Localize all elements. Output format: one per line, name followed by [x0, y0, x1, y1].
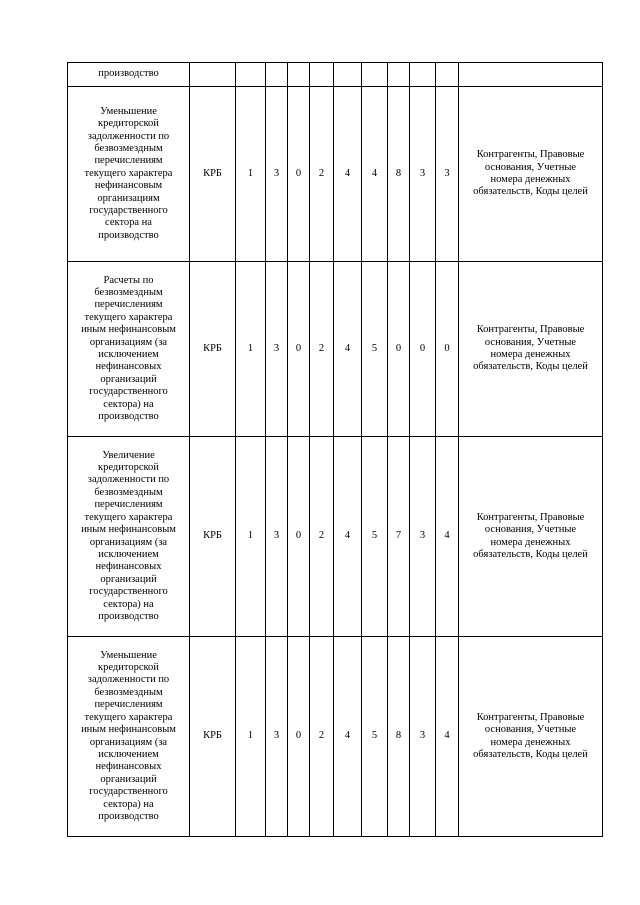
account-digit-cell — [334, 63, 362, 87]
account-digit-cell: 0 — [436, 262, 459, 437]
analytic-code-cell: КРБ — [190, 637, 236, 837]
account-digit-cell: 2 — [310, 262, 334, 437]
account-name-cell: производство — [68, 63, 190, 87]
account-digit-cell: 2 — [310, 637, 334, 837]
account-digit-cell: 4 — [334, 437, 362, 637]
account-digit-cell: 3 — [266, 637, 288, 837]
table-row — [68, 437, 603, 637]
account-digit-cell: 1 — [236, 87, 266, 262]
account-digit-cell: 8 — [388, 637, 410, 837]
analytics-attributes-cell: Контрагенты, Правовые основания, Учетные номера денежных обязательств, Коды целей — [459, 437, 603, 637]
account-digit-cell: 0 — [388, 262, 410, 437]
analytic-code-cell — [190, 63, 236, 87]
analytics-attributes-cell: Контрагенты, Правовые основания, Учетные номера денежных обязательств, Коды целей — [459, 87, 603, 262]
account-digit-cell — [388, 63, 410, 87]
account-digit-cell — [410, 63, 436, 87]
account-digit-cell: 4 — [436, 437, 459, 637]
account-digit-cell: 3 — [266, 437, 288, 637]
account-digit-cell: 4 — [334, 637, 362, 837]
account-digit-cell: 7 — [388, 437, 410, 637]
accounts-table — [67, 62, 603, 837]
analytic-code-cell: КРБ — [190, 87, 236, 262]
account-digit-cell — [436, 63, 459, 87]
table-row — [68, 637, 603, 837]
account-digit-cell: 2 — [310, 437, 334, 637]
account-digit-cell: 3 — [410, 637, 436, 837]
table-row — [68, 63, 603, 87]
account-digit-cell: 4 — [436, 637, 459, 837]
account-digit-cell: 3 — [410, 437, 436, 637]
account-digit-cell: 5 — [362, 262, 388, 437]
account-digit-cell: 5 — [362, 437, 388, 637]
table-row — [68, 262, 603, 437]
account-digit-cell: 2 — [310, 87, 334, 262]
account-digit-cell: 0 — [288, 262, 310, 437]
account-digit-cell: 4 — [334, 87, 362, 262]
account-name-cell: Уменьшение кредиторской задолженности по безвозмездным перечислениям текущего характера иным нефинансовым организациям (за исключением нефинансовых организаций государственного сектора) на производство — [68, 637, 190, 837]
account-digit-cell: 0 — [410, 262, 436, 437]
account-digit-cell: 3 — [410, 87, 436, 262]
account-digit-cell: 1 — [236, 262, 266, 437]
account-digit-cell: 0 — [288, 637, 310, 837]
table-row — [68, 87, 603, 262]
account-digit-cell: 4 — [334, 262, 362, 437]
account-digit-cell: 4 — [362, 87, 388, 262]
account-name-cell: Уменьшение кредиторской задолженности по безвозмездным перечислениям текущего характера нефинансовым организациям государственного сектора на производство — [68, 87, 190, 262]
analytic-code-cell: КРБ — [190, 437, 236, 637]
analytics-attributes-cell: Контрагенты, Правовые основания, Учетные номера денежных обязательств, Коды целей — [459, 637, 603, 837]
account-digit-cell: 8 — [388, 87, 410, 262]
account-digit-cell — [236, 63, 266, 87]
account-digit-cell — [310, 63, 334, 87]
account-name-cell: Увеличение кредиторской задолженности по безвозмездным перечислениям текущего характера иным нефинансовым организациям (за исключением нефинансовых организаций государственного сектора) на производство — [68, 437, 190, 637]
account-digit-cell: 1 — [236, 437, 266, 637]
account-digit-cell: 0 — [288, 437, 310, 637]
account-digit-cell: 3 — [436, 87, 459, 262]
account-digit-cell: 1 — [236, 637, 266, 837]
account-digit-cell: 5 — [362, 637, 388, 837]
account-digit-cell — [288, 63, 310, 87]
account-digit-cell — [362, 63, 388, 87]
account-digit-cell: 3 — [266, 262, 288, 437]
account-digit-cell — [266, 63, 288, 87]
analytic-code-cell: КРБ — [190, 262, 236, 437]
analytics-attributes-cell — [459, 63, 603, 87]
account-digit-cell: 3 — [266, 87, 288, 262]
analytics-attributes-cell: Контрагенты, Правовые основания, Учетные номера денежных обязательств, Коды целей — [459, 262, 603, 437]
account-digit-cell: 0 — [288, 87, 310, 262]
account-name-cell: Расчеты по безвозмездным перечислениям текущего характера иным нефинансовым организациям (за исключением нефинансовых организаций государственного сектора) на производство — [68, 262, 190, 437]
